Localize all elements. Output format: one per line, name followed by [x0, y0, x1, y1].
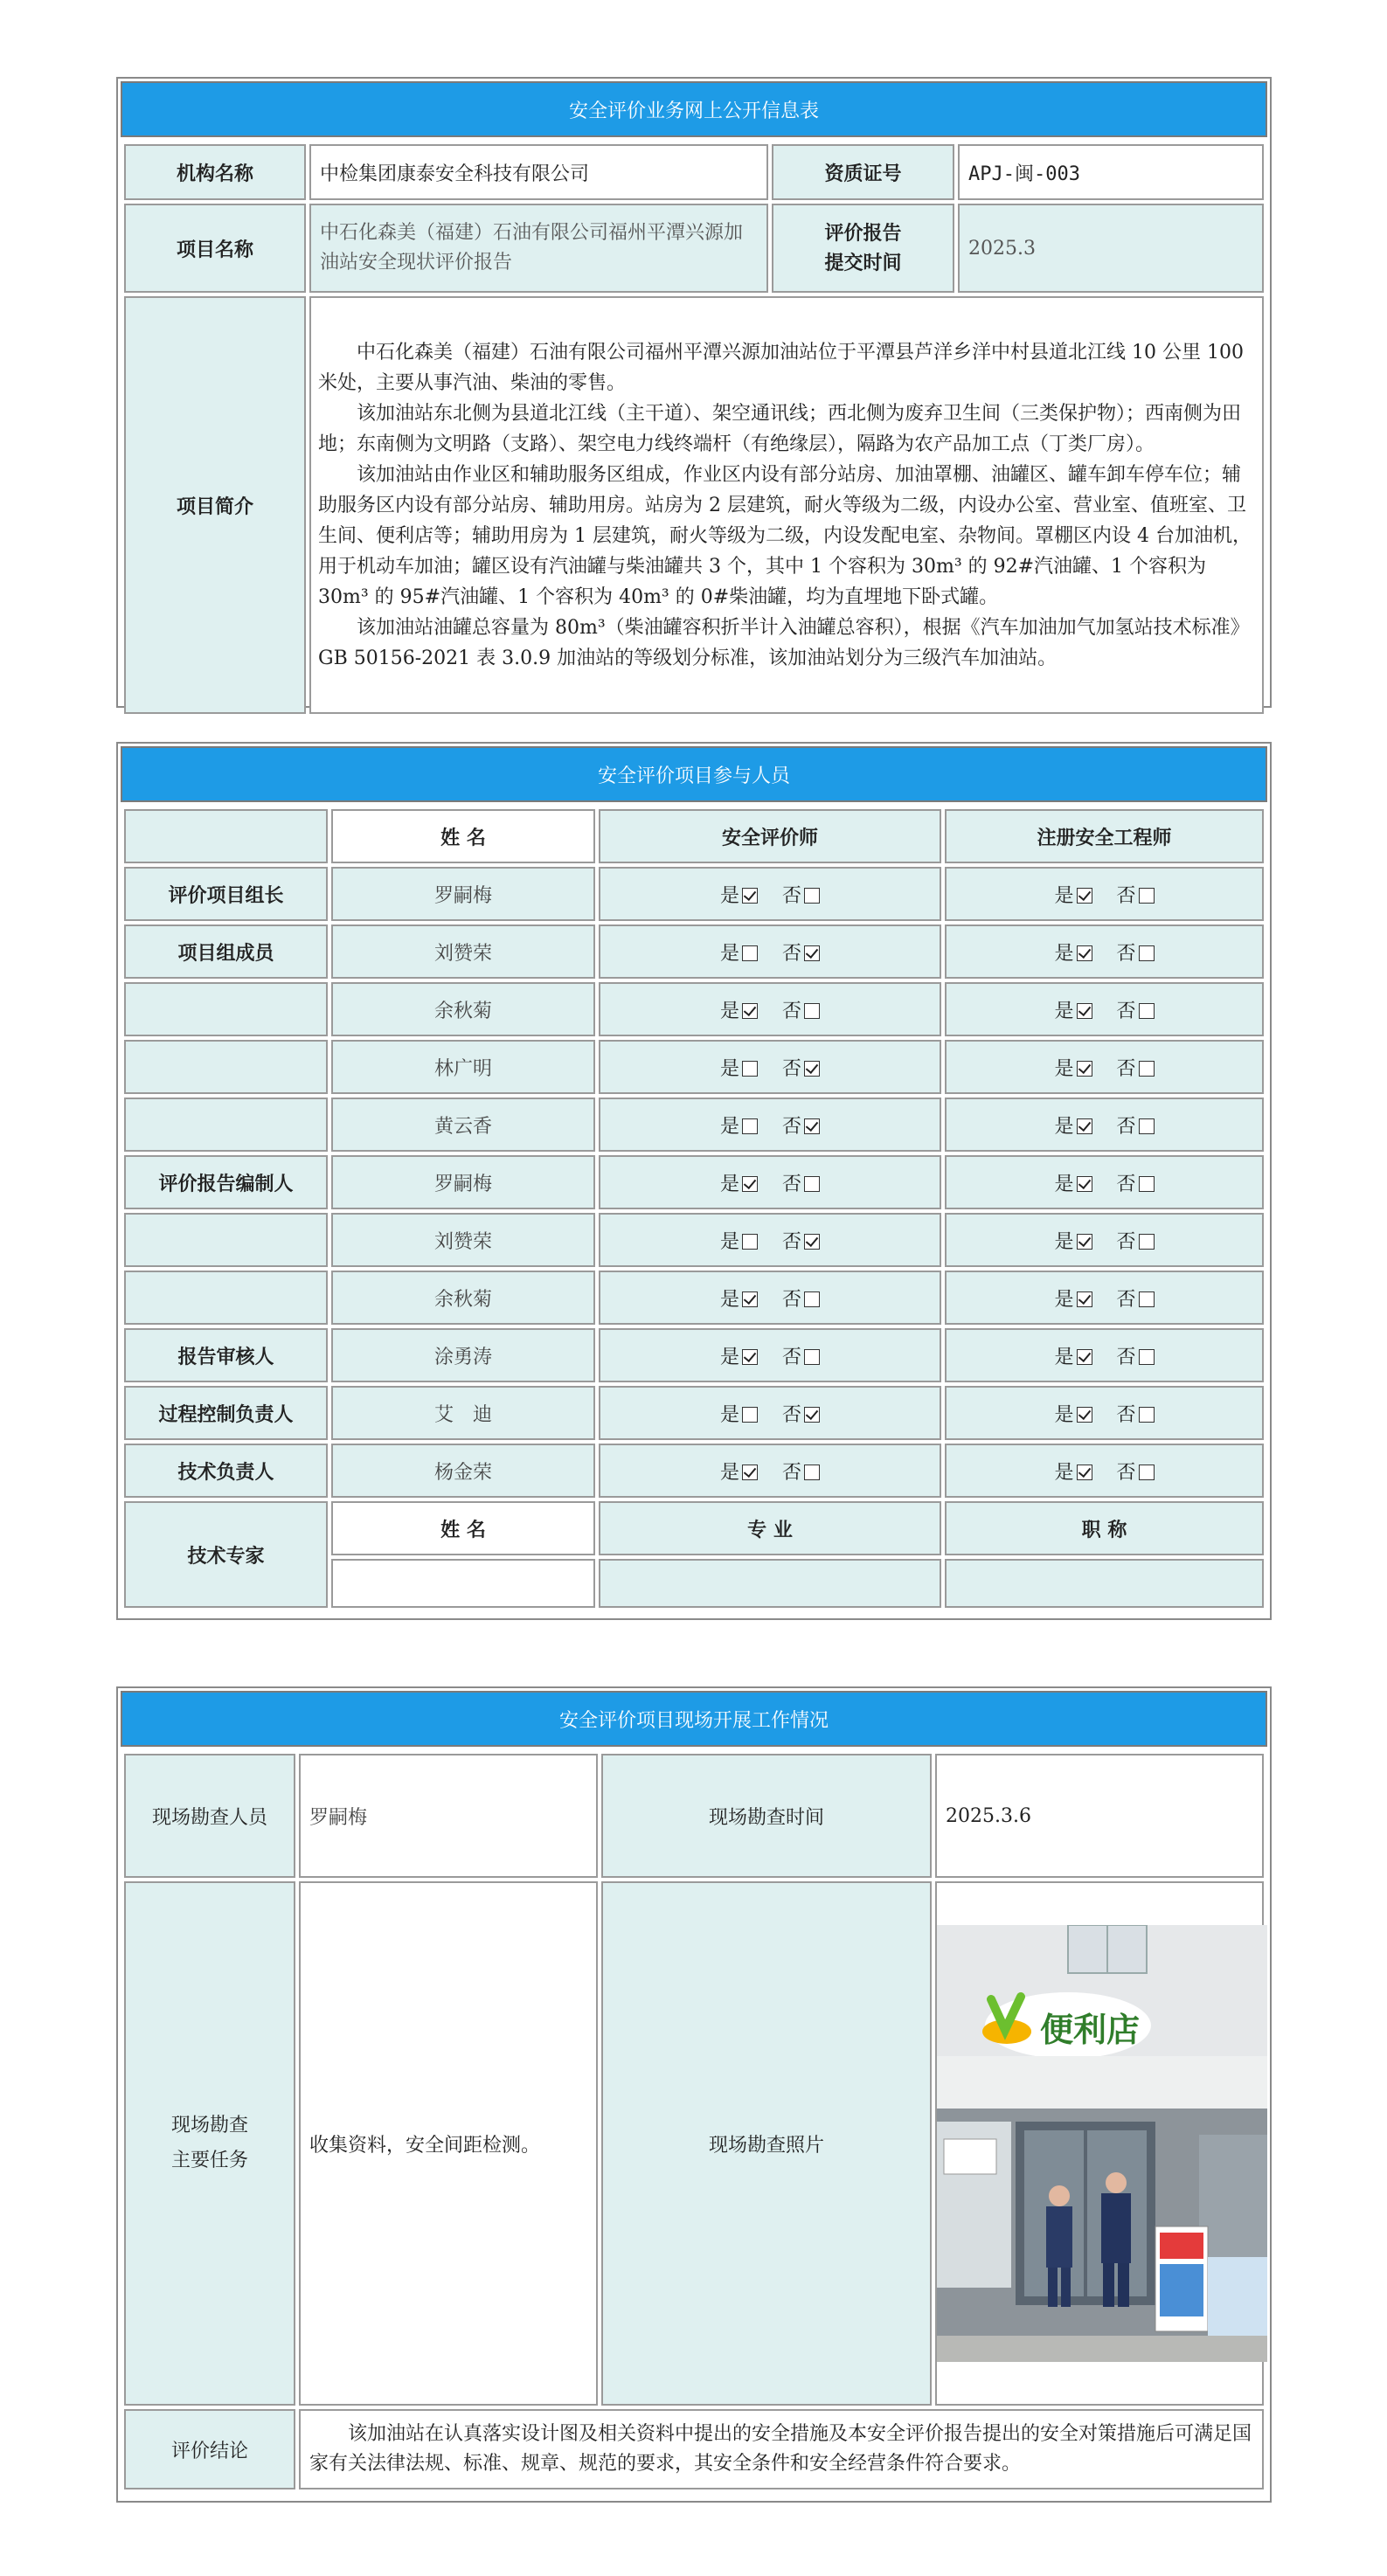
intro-paragraph: 该加油站由作业区和辅助服务区组成，作业区内设有部分站房、加油罩棚、油罐区、罐车卸车停车位；辅助服务区内设有部分站房、辅助用房。站房为 2 层建筑，耐火等级为二级，内设办公室、营业室、值班室、卫生间、便利店等；辅助用房为 1 层建筑，耐火等级为二级，内设发配电室、杂物间。罩棚区内设 4 台加油机，用于机动车加油；罐区设有汽油罐与柴油罐共 3 个，其中 1 个容积为 30m³ 的 92#汽油罐、1 个容积为 30m³ 的 95#汽油罐、1 个容积为 40m³ 的 0#柴油罐，均为直埋地下卧式罐。 — [318, 463, 1252, 608]
survey-photo-image — [937, 1925, 1267, 2362]
participant-role — [124, 1213, 328, 1267]
no-label: 否 — [782, 1115, 802, 1138]
participant-row — [124, 1386, 1264, 1440]
participant-row — [124, 1328, 1264, 1382]
evaluator-checkbox-group — [599, 924, 941, 979]
engineer-checkbox-group — [945, 867, 1264, 921]
evaluator-checkbox-group — [599, 1444, 941, 1498]
participant-role: 评价报告编制人 — [124, 1155, 328, 1209]
no-label: 否 — [1116, 884, 1136, 907]
no-label: 否 — [1116, 1346, 1136, 1368]
yes-checkbox[interactable] — [742, 1003, 758, 1019]
engineer-yes-no — [1054, 1174, 1154, 1195]
participant-role: 技术负责人 — [124, 1444, 328, 1498]
no-checkbox[interactable] — [1139, 1407, 1155, 1423]
no-label: 否 — [1116, 1288, 1136, 1311]
engineer-yes-no — [1054, 1289, 1154, 1311]
submit-time-label-line1: 评价报告 — [824, 222, 902, 245]
no-label: 否 — [782, 884, 802, 907]
cert-no-label: 资质证号 — [772, 144, 954, 200]
cert-no-value: APJ-闽-003 — [958, 144, 1264, 200]
yes-label: 是 — [1054, 1057, 1074, 1080]
no-label: 否 — [1116, 1115, 1136, 1138]
participant-name: 艾 迪 — [331, 1386, 595, 1440]
submit-time-label — [772, 204, 954, 293]
evaluator-yes-no — [720, 885, 820, 907]
yes-checkbox[interactable] — [742, 1118, 758, 1134]
intro-label: 项目简介 — [124, 296, 306, 714]
no-label: 否 — [782, 1230, 802, 1253]
col-evaluator-header: 安全评价师 — [599, 809, 941, 863]
no-label: 否 — [1116, 1057, 1136, 1080]
survey-photo — [937, 1925, 1267, 2362]
no-label: 否 — [782, 1346, 802, 1368]
yes-label: 是 — [719, 1403, 739, 1426]
no-label: 否 — [782, 1173, 802, 1195]
participant-row — [124, 982, 1264, 1036]
participant-name: 罗嗣梅 — [331, 1155, 595, 1209]
evaluator-checkbox-group — [599, 1213, 941, 1267]
evaluator-yes-no — [720, 1174, 820, 1195]
yes-label: 是 — [719, 1057, 739, 1080]
org-name-value: 中检集团康泰安全科技有限公司 — [309, 144, 768, 200]
no-checkbox[interactable] — [804, 1291, 820, 1307]
no-checkbox[interactable] — [1139, 1291, 1155, 1307]
yes-checkbox[interactable] — [1077, 1176, 1092, 1192]
yes-label: 是 — [1054, 1403, 1074, 1426]
expert-name-cell — [331, 1559, 595, 1608]
yes-label: 是 — [719, 1346, 739, 1368]
no-checkbox[interactable] — [804, 888, 820, 904]
evaluator-yes-no — [720, 1404, 820, 1426]
evaluator-checkbox-group — [599, 1328, 941, 1382]
participant-role: 评价项目组长 — [124, 867, 328, 921]
yes-label: 是 — [1054, 1346, 1074, 1368]
evaluator-checkbox-group — [599, 1271, 941, 1325]
evaluator-yes-no — [720, 1231, 820, 1253]
evaluator-yes-no — [720, 1116, 820, 1138]
intro-paragraph: 该加油站东北侧为县道北江线（主干道）、架空通讯线；西北侧为废弃卫生间（三类保护物）；西南侧为田地；东南侧为文明路（支路）、架空电力线终端杆（有绝缘层），隔路为农产品加工点（丁类厂房）。 — [318, 402, 1242, 455]
evaluator-checkbox-group — [599, 867, 941, 921]
evaluator-yes-no — [720, 1462, 820, 1484]
no-label: 否 — [782, 1000, 802, 1022]
conclusion-value: 该加油站在认真落实设计图及相关资料中提出的安全措施及本安全评价报告提出的安全对策措施后可满足国家有关法律法规、标准、规章、规范的要求，其安全条件和安全经营条件符合要求。 — [299, 2409, 1264, 2489]
yes-checkbox[interactable] — [1077, 1465, 1092, 1480]
site-work-title: 安全评价项目现场开展工作情况 — [121, 1691, 1267, 1747]
engineer-yes-no — [1054, 943, 1154, 965]
no-checkbox[interactable] — [1139, 1234, 1155, 1250]
yes-checkbox[interactable] — [1077, 1349, 1092, 1365]
no-label: 否 — [1116, 1403, 1136, 1426]
yes-checkbox[interactable] — [742, 945, 758, 961]
yes-label: 是 — [1054, 1461, 1074, 1484]
yes-checkbox[interactable] — [742, 1176, 758, 1192]
engineer-yes-no — [1054, 1058, 1154, 1080]
evaluator-checkbox-group — [599, 1040, 941, 1094]
no-checkbox[interactable] — [1139, 1061, 1155, 1077]
yes-checkbox[interactable] — [742, 888, 758, 904]
no-label: 否 — [782, 1403, 802, 1426]
engineer-checkbox-group — [945, 1213, 1264, 1267]
participant-name: 刘赞荣 — [331, 924, 595, 979]
participant-name: 黄云香 — [331, 1098, 595, 1152]
participant-row — [124, 1098, 1264, 1152]
survey-time-label: 现场勘查时间 — [601, 1754, 932, 1878]
evaluator-checkbox-group — [599, 982, 941, 1036]
conclusion-label: 评价结论 — [124, 2409, 295, 2489]
project-name-value: 中石化森美（福建）石油有限公司福州平潭兴源加油站安全现状评价报告 — [309, 204, 768, 293]
no-checkbox[interactable] — [804, 1234, 820, 1250]
survey-task-label-line1: 现场勘查 — [170, 2115, 248, 2136]
evaluator-checkbox-group — [599, 1155, 941, 1209]
engineer-checkbox-group — [945, 1098, 1264, 1152]
yes-label: 是 — [1054, 1000, 1074, 1022]
evaluator-yes-no — [720, 1001, 820, 1022]
participant-row — [124, 867, 1264, 921]
no-label: 否 — [782, 1461, 802, 1484]
submit-time-label-line2: 提交时间 — [824, 252, 902, 274]
expert-label: 技术专家 — [124, 1501, 328, 1608]
expert-major-cell — [599, 1559, 941, 1608]
participant-row — [124, 1444, 1264, 1498]
participants-title: 安全评价项目参与人员 — [121, 746, 1267, 802]
participant-name: 林广明 — [331, 1040, 595, 1094]
yes-label: 是 — [1054, 1288, 1074, 1311]
no-checkbox[interactable] — [1139, 945, 1155, 961]
no-checkbox[interactable] — [1139, 1118, 1155, 1134]
no-checkbox[interactable] — [804, 1061, 820, 1077]
evaluator-yes-no — [720, 943, 820, 965]
participant-role: 过程控制负责人 — [124, 1386, 328, 1440]
survey-photo-label: 现场勘查照片 — [601, 1881, 932, 2406]
engineer-checkbox-group — [945, 924, 1264, 979]
no-checkbox[interactable] — [804, 1003, 820, 1019]
engineer-yes-no — [1054, 1231, 1154, 1253]
participant-role — [124, 1098, 328, 1152]
no-label: 否 — [782, 1288, 802, 1311]
col-name-header: 姓 名 — [331, 809, 595, 863]
site-work-grid — [121, 1750, 1267, 2493]
no-checkbox[interactable] — [804, 1118, 820, 1134]
yes-checkbox[interactable] — [1077, 1003, 1092, 1019]
engineer-checkbox-group — [945, 1444, 1264, 1498]
participant-row — [124, 1271, 1264, 1325]
participant-name: 刘赞荣 — [331, 1213, 595, 1267]
yes-checkbox[interactable] — [1077, 1291, 1092, 1307]
participant-row — [124, 1040, 1264, 1094]
yes-label: 是 — [1054, 1230, 1074, 1253]
intro-paragraph: 该加油站油罐总容量为 80m³（柴油罐容积折半计入油罐总容积），根据《汽车加油加气加氢站技术标准》GB 50156-2021 表 3.0.9 加油站的等级划分标准，该加油站划分为三级汽车加油站。 — [318, 616, 1250, 669]
participant-name: 罗嗣梅 — [331, 867, 595, 921]
project-name-label: 项目名称 — [124, 204, 306, 293]
participant-role — [124, 982, 328, 1036]
participant-role: 项目组成员 — [124, 924, 328, 979]
yes-label: 是 — [719, 1000, 739, 1022]
no-checkbox[interactable] — [1139, 1003, 1155, 1019]
yes-label: 是 — [719, 884, 739, 907]
evaluator-checkbox-group — [599, 1098, 941, 1152]
yes-checkbox[interactable] — [1077, 888, 1092, 904]
no-checkbox[interactable] — [1139, 1349, 1155, 1365]
yes-label: 是 — [1054, 1173, 1074, 1195]
photo-shop-sign-text: 便利店 — [1040, 2011, 1141, 2049]
intro-text — [309, 296, 1264, 714]
engineer-yes-no — [1054, 1462, 1154, 1484]
expert-title-cell — [945, 1559, 1264, 1608]
engineer-checkbox-group — [945, 982, 1264, 1036]
evaluator-yes-no — [720, 1347, 820, 1368]
engineer-checkbox-group — [945, 1155, 1264, 1209]
yes-checkbox[interactable] — [742, 1349, 758, 1365]
no-checkbox[interactable] — [1139, 888, 1155, 904]
yes-checkbox[interactable] — [1077, 1234, 1092, 1250]
yes-label: 是 — [1054, 942, 1074, 965]
participant-role — [124, 1271, 328, 1325]
intro-paragraph: 中石化森美（福建）石油有限公司福州平潭兴源加油站位于平潭县芦洋乡洋中村县道北江线 10 公里 100 米处，主要从事汽油、柴油的零售。 — [318, 341, 1244, 394]
expert-col-title: 职 称 — [945, 1501, 1264, 1555]
yes-label: 是 — [719, 1173, 739, 1195]
yes-checkbox[interactable] — [1077, 1407, 1092, 1423]
no-label: 否 — [1116, 1000, 1136, 1022]
no-checkbox[interactable] — [1139, 1465, 1155, 1480]
no-label: 否 — [1116, 1230, 1136, 1253]
no-label: 否 — [782, 1057, 802, 1080]
evaluator-yes-no — [720, 1289, 820, 1311]
no-label: 否 — [1116, 1461, 1136, 1484]
participant-row — [124, 1155, 1264, 1209]
yes-label: 是 — [1054, 1115, 1074, 1138]
survey-photo-cell — [935, 1881, 1264, 2406]
participant-name: 余秋菊 — [331, 1271, 595, 1325]
yes-label: 是 — [719, 1230, 739, 1253]
participant-rows — [124, 867, 1264, 1498]
engineer-checkbox-group — [945, 1271, 1264, 1325]
col-engineer-header: 注册安全工程师 — [945, 809, 1264, 863]
engineer-yes-no — [1054, 1001, 1154, 1022]
org-name-label: 机构名称 — [124, 144, 306, 200]
public-info-grid — [121, 141, 1267, 717]
yes-label: 是 — [719, 1288, 739, 1311]
no-checkbox[interactable] — [804, 1465, 820, 1480]
evaluator-yes-no — [720, 1058, 820, 1080]
no-checkbox[interactable] — [1139, 1176, 1155, 1192]
yes-checkbox[interactable] — [1077, 1118, 1092, 1134]
participant-row — [124, 1213, 1264, 1267]
engineer-yes-no — [1054, 1347, 1154, 1368]
survey-person-value: 罗嗣梅 — [299, 1754, 598, 1878]
survey-time-value: 2025.3.6 — [935, 1754, 1264, 1878]
no-label: 否 — [782, 942, 802, 965]
no-checkbox[interactable] — [804, 1176, 820, 1192]
yes-label: 是 — [719, 942, 739, 965]
participant-row — [124, 924, 1264, 979]
no-checkbox[interactable] — [804, 1407, 820, 1423]
participant-role: 报告审核人 — [124, 1328, 328, 1382]
yes-checkbox[interactable] — [742, 1061, 758, 1077]
participant-name: 涂勇涛 — [331, 1328, 595, 1382]
survey-task-label — [124, 1881, 295, 2406]
no-checkbox[interactable] — [804, 1349, 820, 1365]
engineer-yes-no — [1054, 1404, 1154, 1426]
engineer-yes-no — [1054, 1116, 1154, 1138]
survey-person-label: 现场勘查人员 — [124, 1754, 295, 1878]
engineer-checkbox-group — [945, 1040, 1264, 1094]
evaluator-checkbox-group — [599, 1386, 941, 1440]
public-info-title: 安全评价业务网上公开信息表 — [121, 81, 1267, 137]
participants-grid — [121, 806, 1267, 1611]
submit-time-value: 2025.3 — [958, 204, 1264, 293]
no-label: 否 — [1116, 1173, 1136, 1195]
yes-checkbox[interactable] — [1077, 1061, 1092, 1077]
engineer-checkbox-group — [945, 1328, 1264, 1382]
participant-name: 杨金荣 — [331, 1444, 595, 1498]
participant-name: 余秋菊 — [331, 982, 595, 1036]
no-checkbox[interactable] — [804, 945, 820, 961]
expert-col-major: 专 业 — [599, 1501, 941, 1555]
yes-label: 是 — [719, 1115, 739, 1138]
public-info-table — [116, 77, 1272, 708]
yes-checkbox[interactable] — [742, 1291, 758, 1307]
yes-checkbox[interactable] — [742, 1465, 758, 1480]
site-work-table — [116, 1686, 1272, 2503]
expert-col-name: 姓 名 — [331, 1501, 595, 1555]
participants-corner — [124, 809, 328, 863]
survey-task-label-line2: 主要任务 — [170, 2150, 248, 2171]
engineer-yes-no — [1054, 885, 1154, 907]
yes-checkbox[interactable] — [1077, 945, 1092, 961]
yes-checkbox[interactable] — [742, 1234, 758, 1250]
yes-label: 是 — [1054, 884, 1074, 907]
yes-checkbox[interactable] — [742, 1407, 758, 1423]
no-label: 否 — [1116, 942, 1136, 965]
participant-role — [124, 1040, 328, 1094]
yes-label: 是 — [719, 1461, 739, 1484]
participants-table — [116, 742, 1272, 1620]
survey-task-value: 收集资料，安全间距检测。 — [299, 1881, 598, 2406]
engineer-checkbox-group — [945, 1386, 1264, 1440]
